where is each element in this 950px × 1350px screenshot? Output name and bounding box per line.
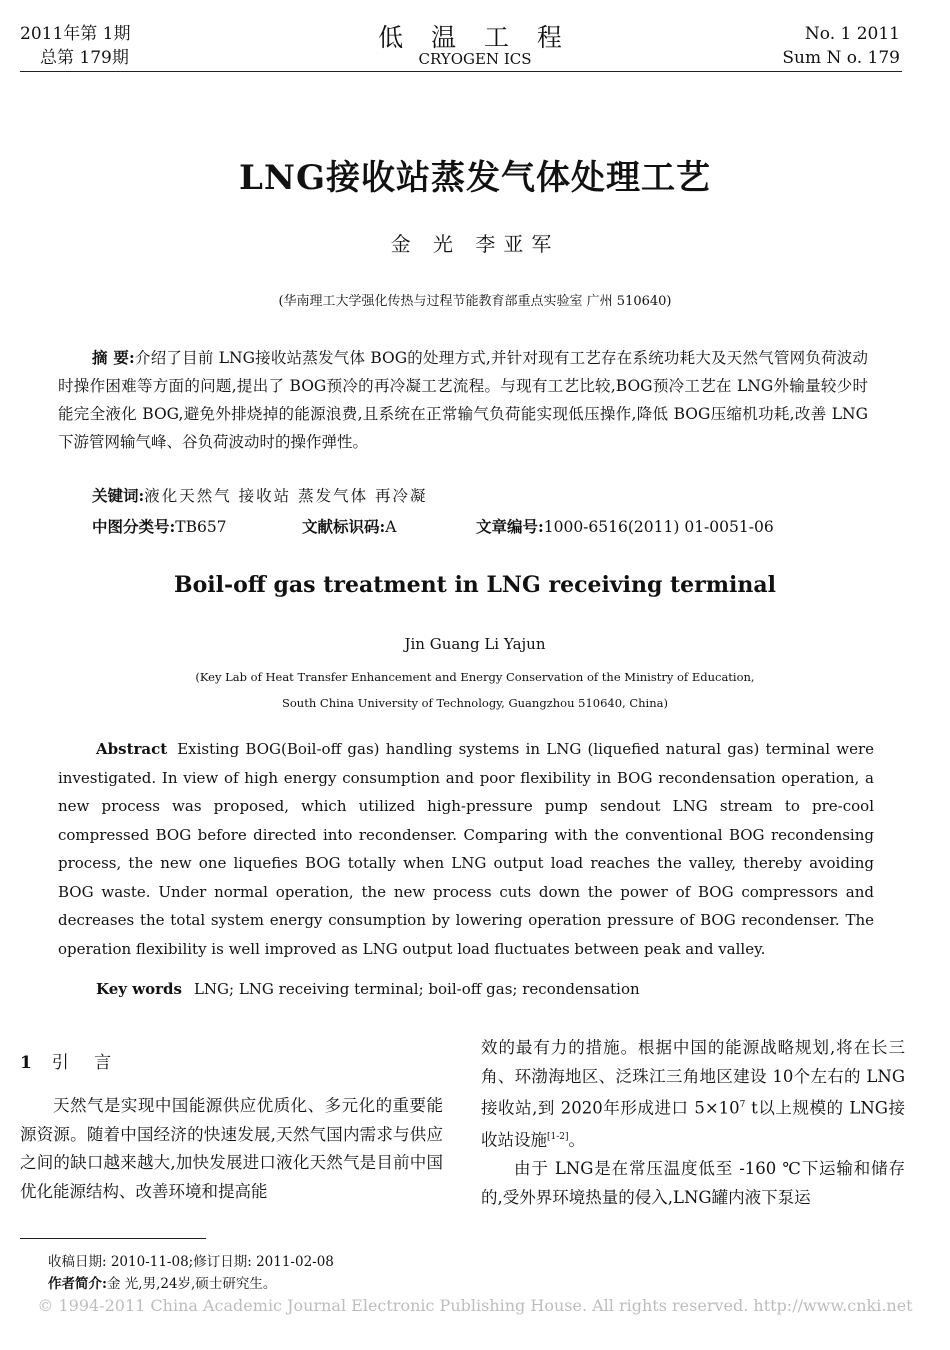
header-rule [20, 71, 902, 72]
doc-code [302, 515, 396, 537]
footnote-received: 收稿日期: 2010-11-08;修订日期: 2011-02-08 [48, 1254, 334, 1270]
intro-paragraph-right-2: 由于 LNG是在常压温度低至 -160 ℃下运输和储存的,受外界环境热量的侵入,LNG罐内液下泵运 [481, 1159, 905, 1207]
footnote-author-label: 作者简介: [48, 1276, 107, 1292]
clc-value: TB657 [175, 518, 227, 536]
article-number [476, 515, 774, 537]
abstract-cn-label: 摘 要: [92, 348, 135, 367]
affiliation: (华南理工大学强化传热与过程节能教育部重点实验室 广州 510640) [278, 294, 672, 309]
left-column [20, 1092, 443, 1206]
article-number-label: 文章编号: [476, 517, 544, 536]
abstract-cn-text: 介绍了目前 LNG接收站蒸发气体 BOG的处理方式,并针对现有工艺存在系统功耗大及天然气管网负荷波动时操作困难等方面的问题,提出了 BOG预冷的再冷凝工艺流程。与现有工艺比较,BOG预冷工艺在 LNG外输量较少时能完全液化 BOG,避免外排烧掉的能源浪费,且系统在正常输气负荷能实现低压操作,降低 BOG压缩机功耗,改善 LNG下游管网输气峰、谷负荷波动时的操作弹性。 [58, 349, 869, 451]
article-number-value: 1000-6516(2011) 01-0051-06 [543, 518, 774, 536]
journal-title-cn: 低 温 工 程 [378, 23, 572, 52]
english-title: Boil-off gas treatment in LNG receiving terminal [174, 572, 776, 598]
keywords-en [96, 980, 640, 998]
keywords-cn [92, 484, 428, 506]
footnote-rule [20, 1238, 206, 1239]
paper-title: LNG接收站蒸发气体处理工艺 [238, 158, 712, 198]
section-heading [20, 1048, 121, 1073]
abstract-cn [58, 344, 868, 456]
classification-line [92, 515, 227, 537]
keywords-cn-text: 液化天然气 接收站 蒸发气体 再冷凝 [144, 487, 428, 505]
intro-right-text-c: 。 [568, 1130, 586, 1150]
clc-label: 中图分类号: [92, 517, 176, 536]
footnote-author-text: 金 光,男,24岁,硕士研究生。 [106, 1276, 277, 1292]
issue-number: No. 1 2011 [804, 24, 900, 44]
keywords-en-text: LNG; LNG receiving terminal; boil-off gas; recondensation [193, 980, 640, 998]
exponent: 7 [739, 1100, 746, 1110]
intro-paragraph-left: 天然气是实现中国能源供应优质化、多元化的重要能源资源。随着中国经济的快速发展,天然气国内需求与供应之间的缺口越来越大,加快发展进口液化天然气是目前中国优化能源结构、改善环境和提高能 [20, 1096, 443, 1201]
issue-label: 2011年第 1期 [20, 24, 131, 44]
citation-ref: [1-2] [547, 1132, 569, 1142]
copyright-notice: © 1994-2011 China Academic Journal Electronic Publishing House. All rights reserved. http://www.cnki.net [37, 1296, 913, 1315]
doc-code-value: A [385, 518, 397, 536]
english-authors: Jin Guang Li Yajun [404, 635, 546, 653]
intro-paragraph-right-1 [481, 1034, 905, 1155]
doc-code-label: 文献标识码: [302, 517, 386, 536]
abstract-en [58, 735, 874, 963]
journal-title-en: CRYOGEN ICS [418, 50, 532, 68]
footnote-author [48, 1272, 276, 1292]
right-column [481, 1034, 905, 1212]
english-affiliation-line1: (Key Lab of Heat Transfer Enhancement and Energy Conservation of the Ministry of Education, [195, 670, 755, 684]
sum-number: Sum N o. 179 [782, 48, 900, 68]
intro-right-text-a: 效的最有力的措施。根据中国的能源战略规划,将在长三角、环渤海地区、泛珠江三角地区建设 10个左右的 LNG接收站,到 2020年形成进口 5×10 [481, 1038, 905, 1118]
abstract-en-text: Existing BOG(Boil-off gas) handling systems in LNG (liquefied natural gas) terminal were investigated. In view of high energy consumption and poor flexibility in BOG recondensation operation, a new process was proposed, which utilized high-pressure pump sendout LNG stream to pre-cool compressed BOG before directed into recondenser. Comparing with the conventional BOG recondensing process, the new one liquefies BOG totally when LNG output load reaches the valley, thereby avoiding BOG waste. Under normal operation, the new process cuts down the power of BOG compressors and decreases the total system energy consumption by lowering operation pressure of BOG recondenser. The operation flexibility is well improved as LNG output load fluctuates between peak and valley. [58, 740, 874, 958]
english-affiliation-line2: South China University of Technology, Guangzhou 510640, China) [282, 696, 668, 710]
section-number: 1 [20, 1053, 32, 1073]
authors: 金 光 李亚军 [390, 232, 560, 256]
keywords-en-label: Key words [96, 980, 182, 998]
section-title: 引 言 [51, 1053, 122, 1073]
keywords-cn-label: 关键词: [92, 486, 145, 505]
total-issue-label: 总第 179期 [40, 48, 129, 68]
abstract-en-label: Abstract [96, 740, 168, 758]
intro-right-text-b: t以上规模的 LNG接收站设施 [481, 1098, 906, 1150]
